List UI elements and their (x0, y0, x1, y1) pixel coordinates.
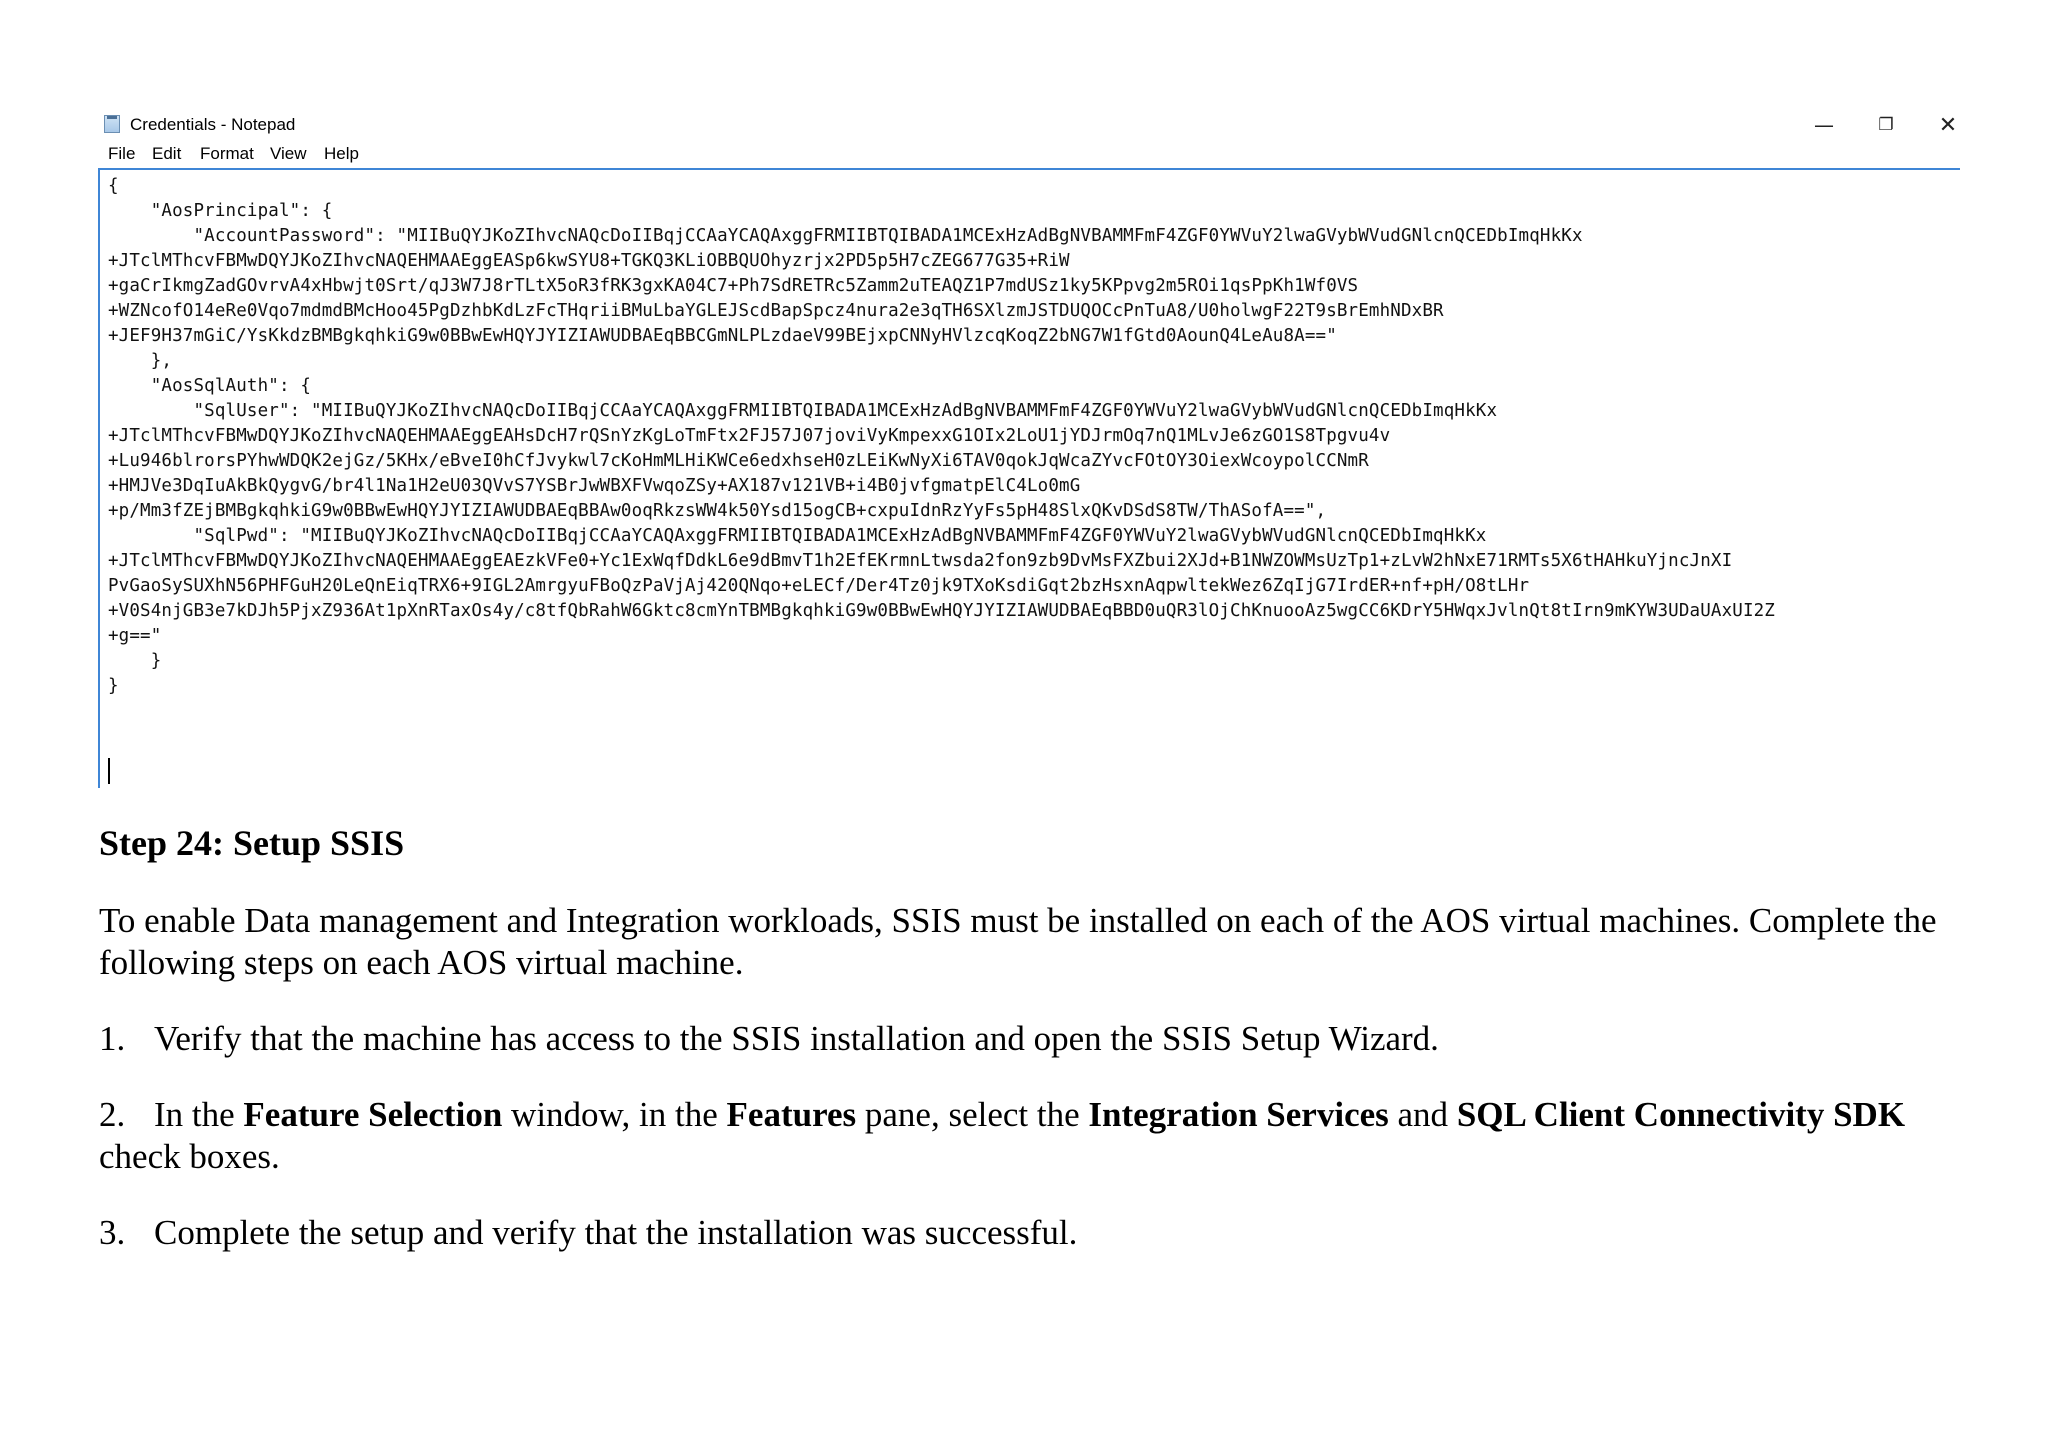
code-line: "AccountPassword": "MIIBuQYJKoZIhvcNAQcDoIIBqjCCAaYCAQAxggFRMIIBTQIBADA1MCExHzAdBgNVBAMMFmF4ZGF0YWVuY2lwaGVybWVudGNlcnQCEDbImqHkKx (108, 226, 1583, 246)
code-line: +JTclMThcvFBMwDQYJKoZIhvcNAQEHMAAEggEAEzkVFe0+Yc1ExWqfDdkL6e9dBmvT1h2EfEKrmnLtwsda2fon9zb9DvMsFXZbui2XJd+B1NWZOWMsUzTp1+zLvW2hNxE71RMTs5X6tHAHkuYjncJnXI (108, 551, 1733, 571)
menu-file[interactable]: File (108, 144, 136, 163)
code-line: +JEF9H37mGiC/YsKkdzBMBgkqhkiG9w0BBwEwHQYJYIZIAWUDBAEqBBCGmNLPLzdaeV99BEjxpCNNyHVlzcqKoqZ2bNG7W1fGtd0AounQ4LeAu8A==" (108, 326, 1337, 346)
code-line: "AosPrincipal": { (108, 201, 333, 221)
code-line: PvGaoSySUXhN56PHFGuH20LeQnEiqTRX6+9IGL2AmrgyuFBoQzPaVjAj420QNqo+eLECf/Der4Tz0jk9TXoKsdiGqt2bzHsxnAqpwltekWez6ZqIjG7IrdER+nf+pH/O8tLHr (108, 576, 1530, 596)
step-number: 1. (99, 1019, 126, 1058)
code-line: "SqlUser": "MIIBuQYJKoZIhvcNAQcDoIIBqjCCAaYCAQAxggFRMIIBTQIBADA1MCExHzAdBgNVBAMMFmF4ZGF0YWVuY2lwaGVybWVudGNlcnQCEDbImqHkKx (108, 401, 1498, 421)
minimize-icon[interactable]: — (1814, 113, 1834, 137)
step-text: In the (154, 1095, 244, 1134)
menu-help[interactable]: Help (324, 144, 359, 163)
code-line: +JTclMThcvFBMwDQYJKoZIhvcNAQEHMAAEggEAHsDcH7rQSnYzKgLoTmFtx2FJ57J07joviVyKmpexxG1OIx2LoU1jYDJrmOq7nQ1MLvJe6zGO1S8Tpgvu4v (108, 426, 1391, 446)
step-text: Verify that the machine has access to the SSIS installation and open the SSIS Setup Wizard. (154, 1019, 1439, 1058)
step-text: Complete the setup and verify that the installation was successful. (154, 1213, 1078, 1252)
text-editor[interactable] (98, 168, 1960, 788)
step-number: 2. (99, 1095, 126, 1134)
step-2 (99, 1094, 1959, 1178)
step-1 (99, 1018, 1959, 1060)
code-line: } (108, 676, 119, 696)
close-icon[interactable]: ✕ (1938, 112, 1958, 138)
ui-term-features: Features (726, 1095, 857, 1134)
title-bar (98, 110, 1960, 140)
code-line: "SqlPwd": "MIIBuQYJKoZIhvcNAQcDoIIBqjCCAaYCAQAxggFRMIIBTQIBADA1MCExHzAdBgNVBAMMFmF4ZGF0YWVuY2lwaGVybWVudGNlcnQCEDbImqHkKx (108, 526, 1487, 546)
step-text: and (1388, 1095, 1457, 1134)
code-line: +V0S4njGB3e7kDJh5PjxZ936At1pXnRTaxOs4y/c8tfQbRahW6Gktc8cmYnTBMBgkqhkiG9w0BBwEwHQYJYIZIAWUDBAEqBBD0uQR3lOjChKnuooAz5wgCC6KDrY5HWqxJvlnQt8tIrn9mKYW3UDaUAxUI2Z (108, 601, 1775, 621)
text-caret (108, 758, 110, 784)
menu-view[interactable]: View (270, 144, 307, 163)
code-line: +gaCrIkmgZadGOvrvA4xHbwjt0Srt/qJ3W7J8rTLtX5oR3fRK3gxKA04C7+Ph7SdRETRc5Zamm2uTEAQZ1P7mdUSz1ky5KPpvg2m5ROi1qsPpKh1Wf0VS (108, 276, 1359, 296)
step-text: window, in the (502, 1095, 727, 1134)
menu-bar (98, 142, 1960, 166)
code-line: }, (108, 351, 173, 371)
code-line: +Lu946blrorsPYhwWDQK2ejGz/5KHx/eBveI0hCfJvykwl7cKoHmMLHiKWCe6edxhseH0zLEiKwNyXi6TAV0qokJqWcaZYvcFOtOY3OiexWcoypolCCNmR (108, 451, 1369, 471)
ui-term-sql-client-sdk: SQL Client Connectivity SDK (1456, 1095, 1906, 1134)
window-title: Credentials - Notepad (130, 115, 296, 134)
code-line: +WZNcofO14eRe0Vqo7mdmdBMcHoo45PgDzhbKdLzFcTHqriiBMuLbaYGLEJScdBapSpcz4nura2e3qTH6SXlzmJSTDUQOCcPnTuA8/U0holwgF22T9sBrEmhNDxBR (108, 301, 1444, 321)
step-text: check boxes. (99, 1137, 280, 1176)
code-line: "AosSqlAuth": { (108, 376, 312, 396)
code-line: +p/Mm3fZEjBMBgkqhkiG9w0BBwEwHQYJYIZIAWUDBAEqBBAw0oqRkzsWW4k50Ysd15ogCB+cxpuIdnRzYyFs5pH48SlxQKvDSdS8TW/ThASofA==", (108, 501, 1327, 521)
code-line: +g==" (108, 626, 162, 646)
intro-paragraph: To enable Data management and Integration workloads, SSIS must be installed on each of the AOS virtual machines. Complete the following steps on each AOS virtual machine. (99, 901, 1937, 982)
notepad-icon (104, 115, 120, 133)
step-text: pane, select the (856, 1095, 1089, 1134)
step-3 (99, 1212, 1959, 1254)
restore-icon[interactable]: ❐ (1878, 115, 1894, 135)
code-line: +HMJVe3DqIuAkBkQygvG/br4l1Na1H2eU03QVvS7YSBrJwWBXFVwqoZSy+AX187v121VB+i4B0jvfgmatpElC4Lo0mG (108, 476, 1081, 496)
code-line: } (108, 651, 162, 671)
menu-format[interactable]: Format (200, 144, 254, 163)
code-line: +JTclMThcvFBMwDQYJKoZIhvcNAQEHMAAEggEASp6kwSYU8+TGKQ3KLiOBBQUOhyzrjx2PD5p5H7cZEG677G35+RiW (108, 251, 1070, 271)
code-line: { (108, 176, 119, 196)
step-number: 3. (99, 1213, 126, 1252)
step-heading: Step 24: Setup SSIS (99, 823, 405, 863)
ui-term-feature-selection: Feature Selection (243, 1095, 503, 1134)
ui-term-integration-services: Integration Services (1088, 1095, 1389, 1134)
menu-edit[interactable]: Edit (152, 144, 182, 163)
notepad-window (98, 110, 1960, 790)
editor-content (108, 174, 1775, 699)
